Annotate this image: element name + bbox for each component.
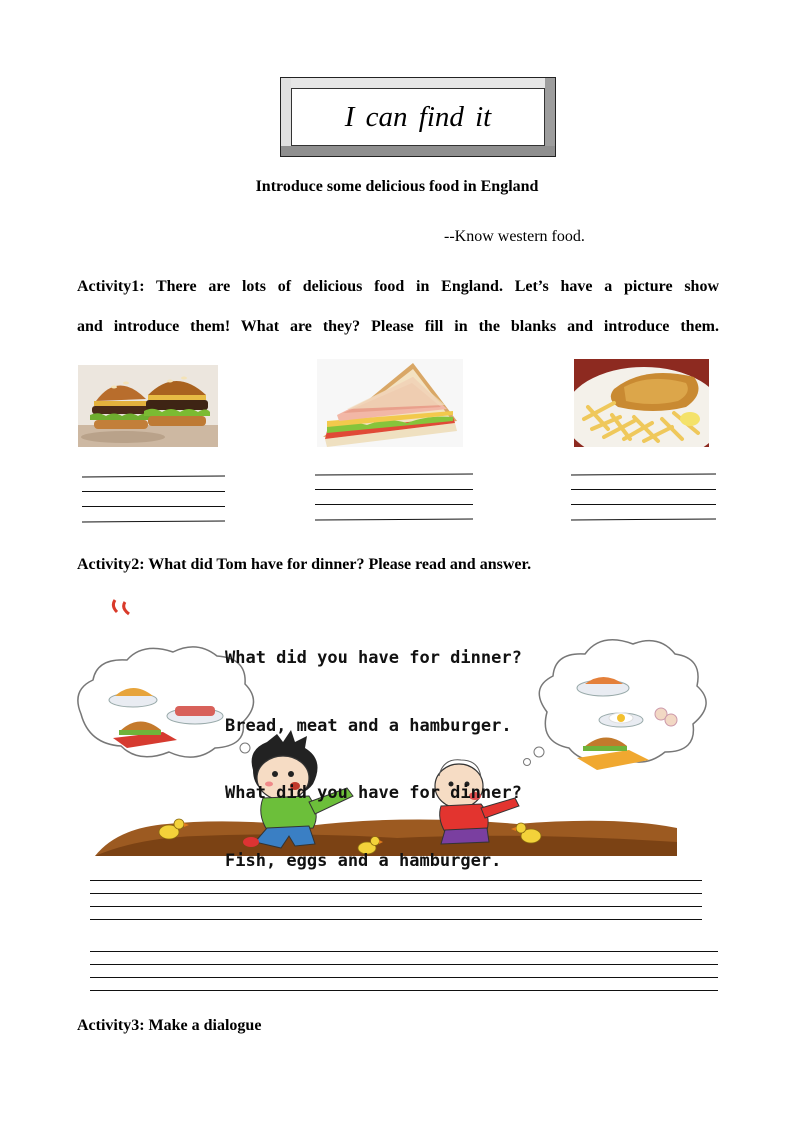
writing-line[interactable] — [82, 476, 225, 478]
writing-line[interactable] — [82, 491, 225, 492]
writing-line[interactable] — [82, 521, 225, 523]
writing-line[interactable] — [90, 919, 702, 920]
hamburger-photo — [78, 365, 218, 447]
writing-line[interactable] — [571, 473, 716, 475]
title-frame — [280, 77, 556, 157]
writing-line[interactable] — [82, 506, 225, 507]
writing-line[interactable] — [315, 504, 473, 505]
activity2-prompt: Activity2: What did Tom have for dinner? Please read and answer. — [77, 556, 532, 573]
title-bevel — [281, 78, 291, 156]
writing-line[interactable] — [90, 906, 702, 907]
writing-line[interactable] — [315, 518, 473, 520]
writing-line[interactable] — [571, 504, 716, 505]
writing-line[interactable] — [90, 964, 718, 965]
writing-line[interactable] — [90, 977, 718, 978]
writing-line[interactable] — [90, 880, 702, 881]
page-title: I can find it — [344, 100, 492, 133]
sandwich-photo — [317, 359, 463, 447]
tagline: --Know western food. — [444, 228, 585, 245]
activity1-line2: and introduce them! What are they? Please fill in the blanks and introduce them. — [77, 318, 719, 335]
activity1-line1: Activity1: There are lots of delicious food in England. Let’s have a picture show — [77, 278, 719, 295]
writing-line[interactable] — [315, 489, 473, 490]
activity3-prompt: Activity3: Make a dialogue — [77, 1017, 262, 1034]
dinner-cartoon — [77, 592, 719, 871]
writing-line[interactable] — [90, 951, 718, 952]
title-bevel — [545, 78, 555, 156]
fish-and-chips-photo — [574, 359, 709, 447]
dialogue-text — [225, 602, 522, 917]
dialogue-line: What did you have for dinner? — [225, 783, 522, 803]
writing-line[interactable] — [571, 518, 716, 520]
subtitle: Introduce some delicious food in England — [255, 178, 539, 195]
title-bevel — [281, 78, 555, 88]
writing-line[interactable] — [315, 473, 473, 475]
dialogue-line: Bread, meat and a hamburger. — [225, 715, 512, 736]
writing-line[interactable] — [90, 990, 718, 991]
dialogue-line: Fish, eggs and a hamburger. — [225, 850, 502, 871]
dialogue-line: What did you have for dinner? — [225, 648, 522, 668]
writing-line[interactable] — [571, 489, 716, 490]
writing-line[interactable] — [90, 893, 702, 894]
title-bevel — [281, 146, 555, 156]
title-box — [291, 88, 545, 146]
